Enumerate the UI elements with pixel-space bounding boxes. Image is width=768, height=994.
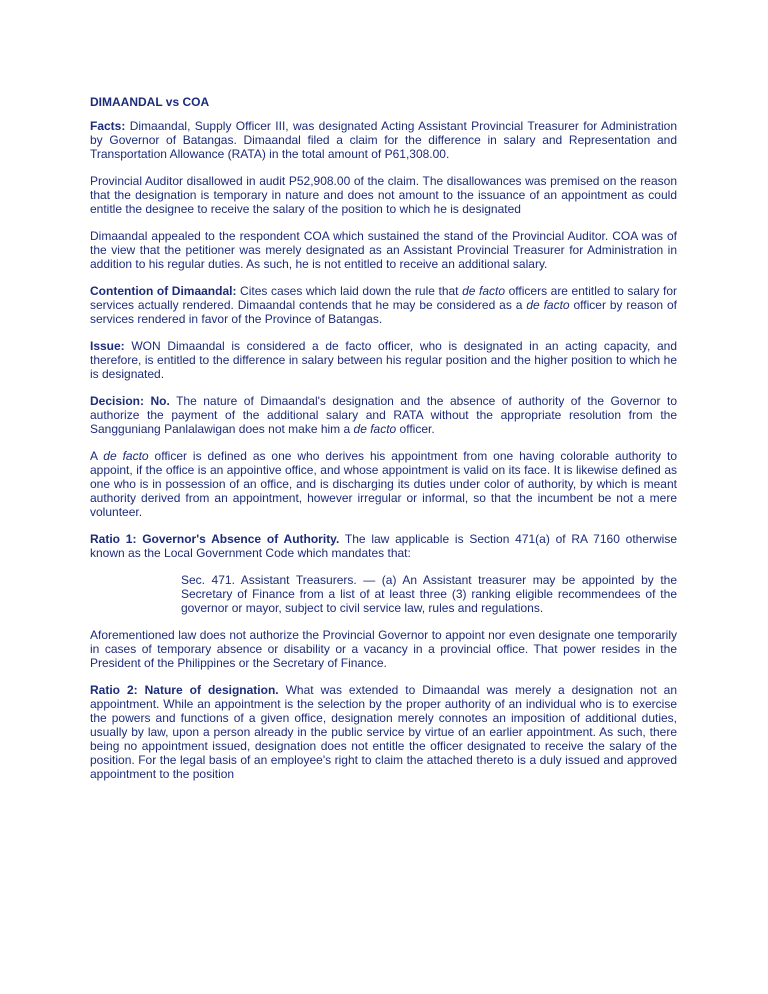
contention-text-2: officers are entitled to salary for services actually rendered. Dimaandal contends that he may be considered as a [90,284,677,312]
auditor-paragraph: Provincial Auditor disallowed in audit P52,908.00 of the claim. The disallowances was premised on the reason that the designation is temporary in nature and does not amount to the issuance of an appointment as could entitle the designee to receive the salary of the position to which he is designated [90,174,677,216]
defacto-italic: de facto [103,449,149,463]
facts-text: Dimaandal, Supply Officer III, was designated Acting Assistant Provincial Treasurer for Administration by Governor of Batangas. Dimaandal filed a claim for the difference in salary and Representation and Transportation Allowance (RATA) in the total amount of P61,308.00. [90,119,677,161]
contention-italic-2: de facto [526,298,570,312]
ratio1-text: The law applicable is Section 471(a) of RA 7160 otherwise known as the Local Government Code which mandates that: [90,532,678,560]
contention-text-1: Cites cases which laid down the rule that [236,284,463,298]
decision-label: Decision: No. [90,394,170,408]
issue-label: Issue: [90,339,125,353]
contention-paragraph [90,284,677,326]
ratio1-paragraph [90,532,677,560]
contention-italic-1: de facto [462,284,506,298]
statute-quote: Sec. 471. Assistant Treasurers. — (a) An Assistant treasurer may be appointed by the Secretary of Finance from a list of at least three (3) ranking eligible recommendees of the governor or mayor, subject to civil service law, rules and regulations. [181,573,677,615]
facts-paragraph [90,119,677,161]
facts-label: Facts: [90,119,126,133]
appeal-paragraph: Dimaandal appealed to the respondent COA which sustained the stand of the Provincial Auditor. COA was of the view that the petitioner was merely designated as an Assistant Provincial Treasurer for Administration in addition to his regular duties. As such, he is not entitled to receive an additional salary. [90,229,677,271]
defacto-text-1: A [90,449,104,463]
defacto-text-2: officer is defined as one who derives his appointment from one having colorable authority to appoint, if the office is an appointive office, and whose appointment is valid on its face. It is likewise defined as one who is in possession of an office, and is discharging its duties under color of authority, by which is meant authority derived from an appointment, however irregular or informal, so that the incumbent be not a mere volunteer. [90,449,677,519]
ratio2-label: Ratio 2: Nature of designation. [90,683,279,697]
contention-label: Contention of Dimaandal: [90,284,237,298]
decision-italic: de facto [353,422,397,436]
document-title: DIMAANDAL vs COA [90,95,210,109]
issue-paragraph [90,339,677,381]
issue-text: WON Dimaandal is considered a de facto officer, who is designated in an acting capacity, and therefore, is entitled to the difference in salary between his regular position and the higher position to which he is designated. [90,339,677,381]
document-page [90,95,677,794]
ratio1-label: Ratio 1: Governor's Absence of Authority. [90,532,340,546]
ratio2-paragraph [90,683,677,781]
decision-paragraph [90,394,677,436]
decision-text-1: The nature of Dimaandal's designation and the absence of authority of the Governor to authorize the payment of the additional salary and RATA without the appropriate resolution from the Sangguniang Panlalawigan does not make him a [90,394,677,436]
decision-text-2: officer. [396,422,435,436]
defacto-definition-paragraph [90,449,677,519]
law-paragraph: Aforementioned law does not authorize the Provincial Governor to appoint nor even designate one temporarily in cases of temporary absence or disability or a vacancy in a provincial office. That power resides in the President of the Philippines or the Secretary of Finance. [90,628,677,670]
ratio2-text: What was extended to Dimaandal was merely a designation not an appointment. While an appointment is the selection by the proper authority of an individual who is to exercise the powers and functions of a given office, designation merely connotes an imposition of additional duties, usually by law, upon a person already in the public service by virtue of an earlier appointment. As such, there being no appointment issued, designation does not entitle the officer designated to receive the salary of the position. For the legal basis of an employee's right to claim the attached thereto is a duly issued and approved appointment to the position [90,683,677,781]
contention-text-3: officer by reason of services rendered in favor of the Province of Batangas. [90,298,678,326]
